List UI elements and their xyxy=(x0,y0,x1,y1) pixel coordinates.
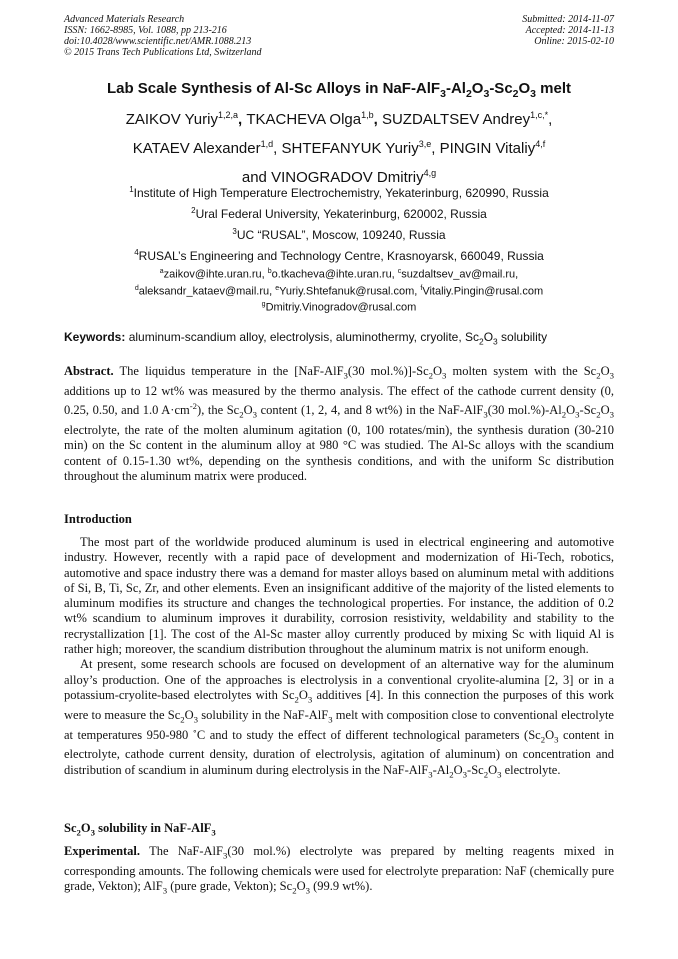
keywords-label: Keywords: xyxy=(64,330,126,344)
experimental-paragraph: Experimental. The NaF-AlF$_3$(30 mol.%) electrolyte was prepared by melting reagents mixed in corresponding amounts. The following chemicals were used for electrolyte preparation: NaF (chemically pure grade, Vekton); AlF$_3$ (pure grade, Vekton); $Sc_2O_3$ (99.9 wt%). xyxy=(64,844,614,896)
submitted-date: Submitted: 2014-11-07 xyxy=(522,14,614,25)
header-right xyxy=(522,14,614,47)
author-line-2: KATAEV Alexander$^{1,d}$, SHTEFANYUK Yuriy$^{3,e}$, PINGIN Vitaliy$^{4,f}$ xyxy=(132,139,546,157)
affiliation-1: $^1$Institute of High Temperature Electrochemistry, Yekaterinburg, 620990, Russia xyxy=(129,185,549,200)
affiliations xyxy=(40,179,638,263)
keywords: Keywords: aluminum-scandium alloy, electrolysis, aluminothermy, cryolite, $Sc_2O_3$ solubility xyxy=(64,330,548,347)
copyright-line: © 2015 Trans Tech Publications Ltd, Switzerland xyxy=(64,47,262,58)
accepted-date: Accepted: 2014-11-13 xyxy=(525,25,614,36)
intro-paragraph-2: At present, some research schools are focused on development of an alternative way for the aluminum alloy’s production. One of the approaches is electrolysis in a conventional cryolite-alumina [2, 3] or in a potassium-cryolite-based electrolytes with $Sc_2O_3$ additives [4]. In this connection the purposes of this work were to measure the $Sc_2O_3$ solubility in the NaF-AlF$_3$ melt with composition close to conventional electrolyte at temperatures 950-980 ˚C and to study the effect of different technological parameters ($Sc_2O_3$ content in electrolyte, cathode current density, duration of electrolysis, agitation of aluminum) on concentration and distribution of scandium in aluminum during electrolysis in the NaF-$AlF_3-Al_2O_3-Sc_2O_3$ electrolyte. xyxy=(64,657,615,780)
paper-title: Lab Scale Synthesis of Al-Sc Alloys in NaF-$AlF_3-Al_2O_3-Sc_2O_3$ melt xyxy=(106,80,572,100)
author-line-1: ZAIKOV Yuriy$^{1,2,a}$, TKACHEVA Olga$^{1,b}$, SUZDALTSEV Andrey$^{1,c,*}$, xyxy=(125,110,553,128)
online-date: Online: 2015-02-10 xyxy=(534,36,614,47)
intro-paragraph-1: The most part of the worldwide produced aluminum is used in electrical engineering and automotive industry. However, recently with a rapid pace of development and modernization of Hi-Tech, robotics, automotive and space industry there was a demand for master alloys based on aluminum metal with additions of Si, B, Ti, Sc, Zr, and other elements. Even an insignificant additive of the majority of the listed elements to aluminum modifies its structure and changes the technological properties. For instance, the addition of 0.2 wt% scandium to aluminum improves it durability, corrosion resistivity, weldability and stability to the recrystallization [1]. The cost of the Al-Sc master alloy currently produced by mixing Sc with liquid Al is rather high; moreover, the scandium distribution throughout the aluminum matrix is not uniform enough. xyxy=(64,535,614,657)
affiliation-2: $^2$Ural Federal University, Yekaterinburg, 620002, Russia xyxy=(191,206,487,221)
introduction-heading: Introduction xyxy=(64,512,132,526)
affiliation-4: $^4$RUSAL’s Engineering and Technology Centre, Krasnoyarsk, 660049, Russia xyxy=(134,248,544,263)
email-line-3: $^g$Dmitriy.Vinogradov@rusal.com xyxy=(261,301,417,314)
email-line-2: $^d$aleksandr_kataev@mail.ru, $^e$Yuriy.Shtefanuk@rusal.com, $^f$Vitaliy.Pingin@rusal.com xyxy=(134,284,544,298)
affiliation-3: $^3$UC “RUSAL”, Moscow, 109240, Russia xyxy=(232,227,446,242)
issn-line: ISSN: 1662-8985, Vol. 1088, pp 213-216 xyxy=(64,25,227,36)
solubility-heading: $Sc_2O_3$ solubility in NaF-AlF$_3$ xyxy=(64,821,216,838)
author-list xyxy=(40,103,638,190)
abstract-label: Abstract. xyxy=(64,364,114,378)
doi-line: doi:10.4028/www.scientific.net/AMR.1088.213 xyxy=(64,36,252,47)
email-list xyxy=(40,265,638,315)
header-left xyxy=(64,14,262,58)
experimental-label: Experimental. xyxy=(64,844,141,858)
abstract: Abstract. The liquidus temperature in the [NaF-AlF$_3$(30 $mol.\%)]-Sc_2O_3$ molten system with the $Sc_2O_3$ additions up to 12 wt% was measured by the thermo analysis. The effect of the cathode current density (0, 0.25, 0.50, and 1.0 $A\cdot cm^{-2}$), the $Sc_2O_3$ content (1, 2, 4, and 8 wt%) in the NaF-AlF$_3$(30 $mol.\%)-Al_2O_3-Sc_2O_3$ electrolyte, the rate of the molten aluminum agitation (0, 100 rotates/min), the synthesis duration (30-210 min) on the Sc content in the aluminum alloy at 980 °C was studied. The Al-Sc alloys with the scandium content of 0.15-1.30 wt%, depending on the synthesis conditions, and with the uniform Sc distribution throughout the aluminum matrix were produced. xyxy=(64,364,614,483)
email-line-1: $^a$zaikov@ihte.uran.ru, $^b$o.tkacheva@ihte.uran.ru, $^c$suzdaltsev_av@mail.ru, xyxy=(159,268,519,281)
author-line-3: and VINOGRADOV Dmitriy$^{4,g}$ xyxy=(241,168,437,186)
introduction-body xyxy=(64,535,614,782)
journal-name: Advanced Materials Research xyxy=(64,14,185,25)
